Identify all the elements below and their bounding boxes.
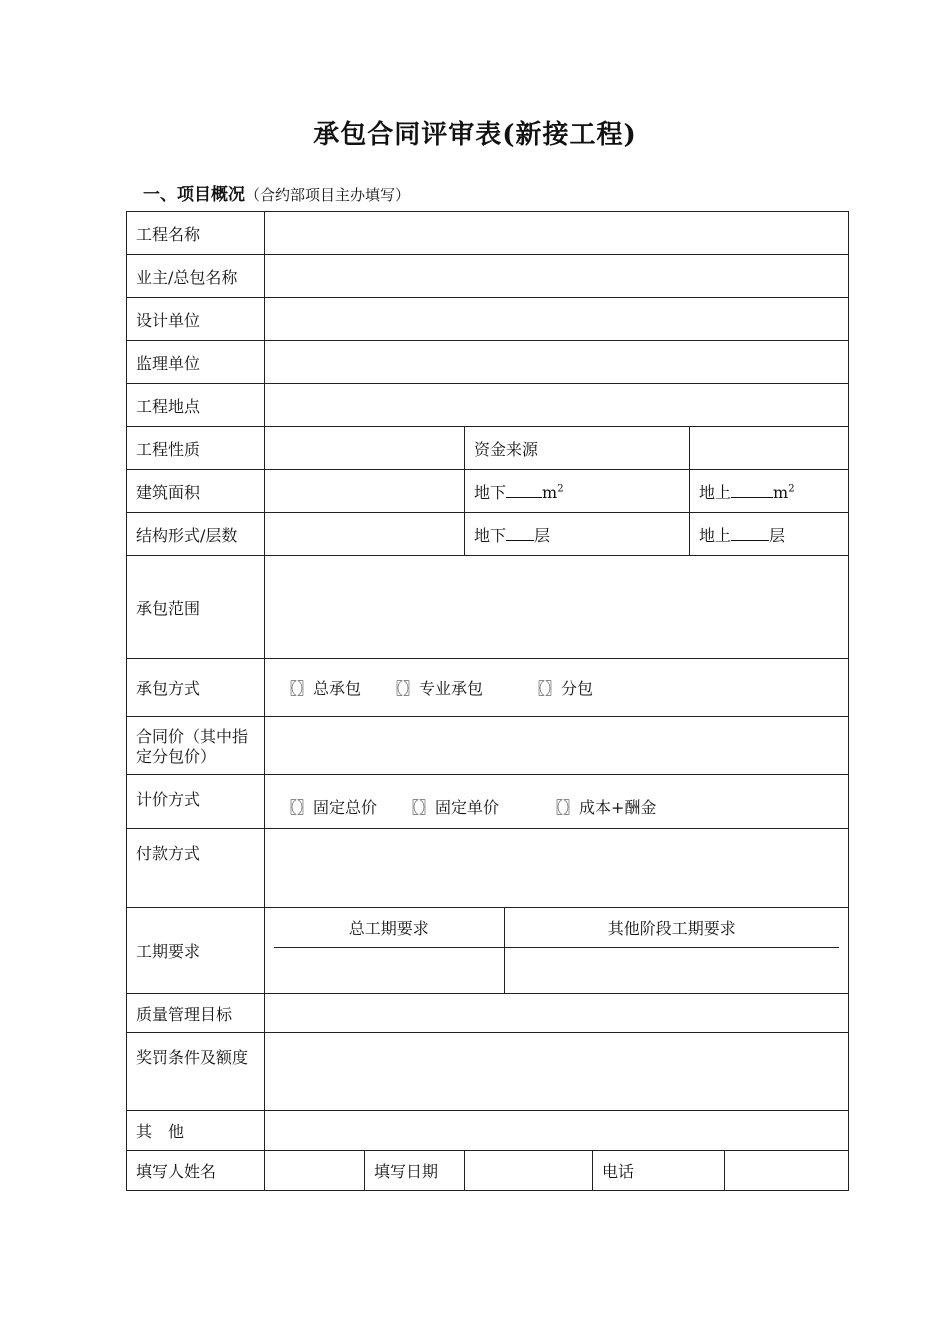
label-scope: 承包范围 <box>127 556 265 659</box>
table-row <box>127 255 849 298</box>
table-row <box>127 775 849 829</box>
page-title: 承包合同评审表(新接工程) <box>313 120 637 150</box>
value-total-schedule[interactable] <box>274 947 504 993</box>
label-contract-mode: 承包方式 <box>127 659 265 717</box>
area-exponent: 2 <box>788 483 795 495</box>
label-supervision-unit: 监理单位 <box>127 341 265 384</box>
value-other-schedule[interactable] <box>504 947 839 993</box>
table-row <box>127 470 849 513</box>
label-owner-name: 业主/总包名称 <box>127 255 265 298</box>
contract-mode-options <box>265 659 849 717</box>
label-other: 其 他 <box>127 1111 265 1151</box>
table-row <box>127 1111 849 1151</box>
table-row <box>127 341 849 384</box>
table-row <box>127 427 849 470</box>
value-design-unit[interactable] <box>265 298 849 341</box>
section-heading <box>143 180 410 205</box>
area-underground-label: 地下 <box>474 482 507 502</box>
blank-line <box>731 526 769 541</box>
label-fund-source: 资金来源 <box>465 427 690 470</box>
label-payment: 付款方式 <box>127 829 265 908</box>
value-nature[interactable] <box>265 427 465 470</box>
schedule-subtable-cell <box>265 908 849 994</box>
checkbox-fixed-total[interactable]: 〖〗固定总价 <box>281 798 378 817</box>
header-total-schedule: 总工期要求 <box>274 908 504 947</box>
label-design-unit: 设计单位 <box>127 298 265 341</box>
table-row <box>127 212 849 255</box>
floor-unit: 层 <box>534 525 551 545</box>
area-exponent: 2 <box>557 483 564 495</box>
struct-underground-label: 地下 <box>474 525 507 545</box>
value-other[interactable] <box>265 1111 849 1151</box>
table-row <box>127 298 849 341</box>
table-row <box>127 1151 849 1191</box>
table-row <box>127 384 849 427</box>
project-overview-table <box>126 211 849 1191</box>
table-row <box>127 1033 849 1111</box>
area-above-cell[interactable] <box>690 470 849 513</box>
table-row <box>127 717 849 775</box>
label-quality: 质量管理目标 <box>127 994 265 1033</box>
value-owner-name[interactable] <box>265 255 849 298</box>
section-title: 一、项目概况 <box>143 185 245 205</box>
area-above-label: 地上 <box>699 482 732 502</box>
table-row <box>127 829 849 908</box>
label-reward: 奖罚条件及额度 <box>127 1033 265 1111</box>
checkbox-general-contract[interactable]: 〖〗总承包 <box>281 679 362 698</box>
value-quality[interactable] <box>265 994 849 1033</box>
label-filler-name: 填写人姓名 <box>127 1151 265 1191</box>
value-project-name[interactable] <box>265 212 849 255</box>
area-unit: m <box>773 482 789 502</box>
value-reward[interactable] <box>265 1033 849 1111</box>
label-nature: 工程性质 <box>127 427 265 470</box>
area-unit: m <box>542 482 558 502</box>
value-structure[interactable] <box>265 513 465 556</box>
blank-line <box>506 526 534 541</box>
schedule-subtable <box>274 908 839 993</box>
blank-line <box>506 483 542 498</box>
header-other-schedule: 其他阶段工期要求 <box>504 908 839 947</box>
section-note: （合约部项目主办填写） <box>245 186 411 204</box>
label-structure: 结构形式/层数 <box>127 513 265 556</box>
label-phone: 电话 <box>593 1151 725 1191</box>
table-row <box>127 513 849 556</box>
value-phone[interactable] <box>725 1151 849 1191</box>
struct-underground-cell[interactable] <box>465 513 690 556</box>
label-location: 工程地点 <box>127 384 265 427</box>
value-payment[interactable] <box>265 829 849 908</box>
blank-line <box>731 483 773 498</box>
value-fund-source[interactable] <box>690 427 849 470</box>
label-fill-date: 填写日期 <box>365 1151 465 1191</box>
value-location[interactable] <box>265 384 849 427</box>
table-row <box>127 659 849 717</box>
area-underground-cell[interactable] <box>465 470 690 513</box>
value-contract-price[interactable] <box>265 717 849 775</box>
floor-unit: 层 <box>769 525 786 545</box>
value-filler-name[interactable] <box>265 1151 365 1191</box>
label-contract-price: 合同价（其中指定分包价） <box>127 717 265 775</box>
struct-above-cell[interactable] <box>690 513 849 556</box>
label-project-name: 工程名称 <box>127 212 265 255</box>
label-schedule: 工期要求 <box>127 908 265 994</box>
table-row <box>127 908 849 994</box>
table-row <box>127 556 849 659</box>
label-pricing: 计价方式 <box>127 775 265 829</box>
value-supervision-unit[interactable] <box>265 341 849 384</box>
value-scope[interactable] <box>265 556 849 659</box>
checkbox-cost-plus[interactable]: 〖〗成本+酬金 <box>547 798 657 817</box>
checkbox-specialty-contract[interactable]: 〖〗专业承包 <box>387 679 484 698</box>
value-area[interactable] <box>265 470 465 513</box>
label-area: 建筑面积 <box>127 470 265 513</box>
value-fill-date[interactable] <box>465 1151 593 1191</box>
struct-above-label: 地上 <box>699 525 732 545</box>
checkbox-subcontract[interactable]: 〖〗分包 <box>529 679 594 698</box>
pricing-options <box>265 775 849 829</box>
table-row <box>127 994 849 1033</box>
checkbox-fixed-unit[interactable]: 〖〗固定单价 <box>403 798 500 817</box>
